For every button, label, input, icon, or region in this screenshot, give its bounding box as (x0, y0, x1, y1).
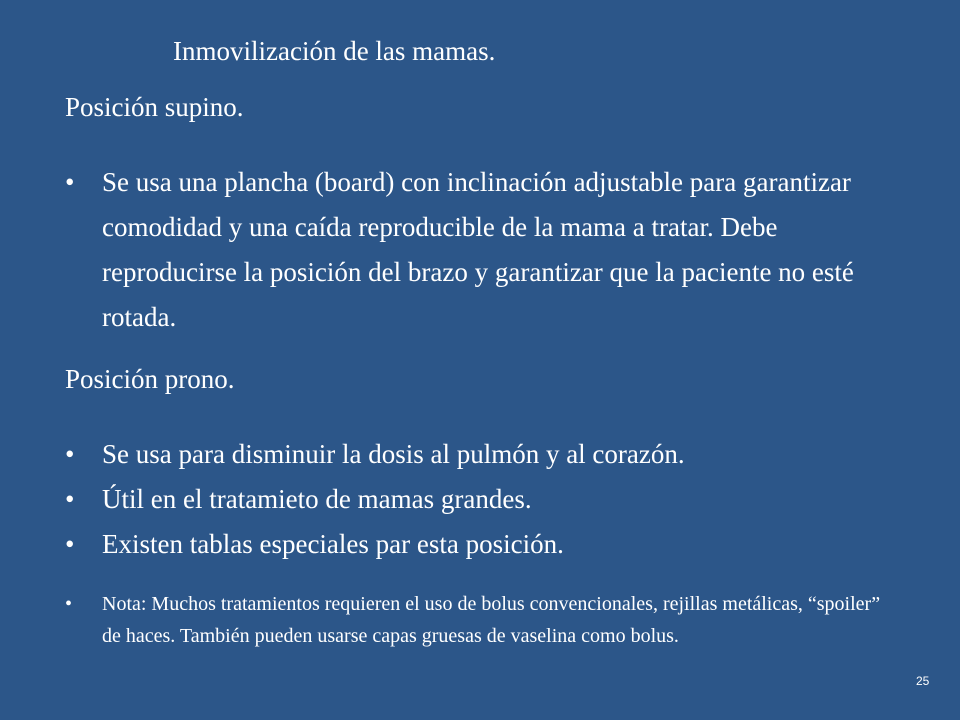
bullet-text: Se usa para disminuir la dosis al pulmón y al corazón. (102, 439, 685, 469)
bullet-icon: • (65, 167, 75, 197)
note-text: Nota: Muchos tratamientos requieren el uso de bolus convencionales, rejillas metálicas, “spoiler” de haces. También pueden usarse capas gruesas de vaselina como bolus. (102, 593, 881, 647)
bullet-text: Útil en el tratamieto de mamas grandes. (102, 484, 532, 514)
slide-title: Inmovilización de las mamas. (173, 36, 496, 66)
bullet-text: Se usa una plancha (board) con inclinación adjustable para garantizar comodidad y una caída reproducible de la mama a tratar. Debe reproducirse la posición del brazo y garantizar que la paciente no esté rotada. (102, 167, 854, 332)
list-item (65, 160, 895, 340)
note-paragraph (65, 588, 885, 652)
bullet-icon: • (65, 529, 75, 559)
bullet-text: Existen tablas especiales par esta posición. (102, 529, 564, 559)
bullet-icon: • (65, 593, 73, 615)
section-heading-prone: Posición prono. (65, 364, 235, 394)
supine-bullet-list (65, 160, 895, 340)
list-item (65, 522, 895, 567)
list-item (65, 432, 895, 477)
page-number: 25 (916, 674, 930, 688)
prone-bullet-list (65, 432, 895, 567)
bullet-icon: • (65, 484, 75, 514)
section-heading-supine: Posición supino. (65, 92, 244, 122)
bullet-icon: • (65, 439, 75, 469)
list-item (65, 477, 895, 522)
